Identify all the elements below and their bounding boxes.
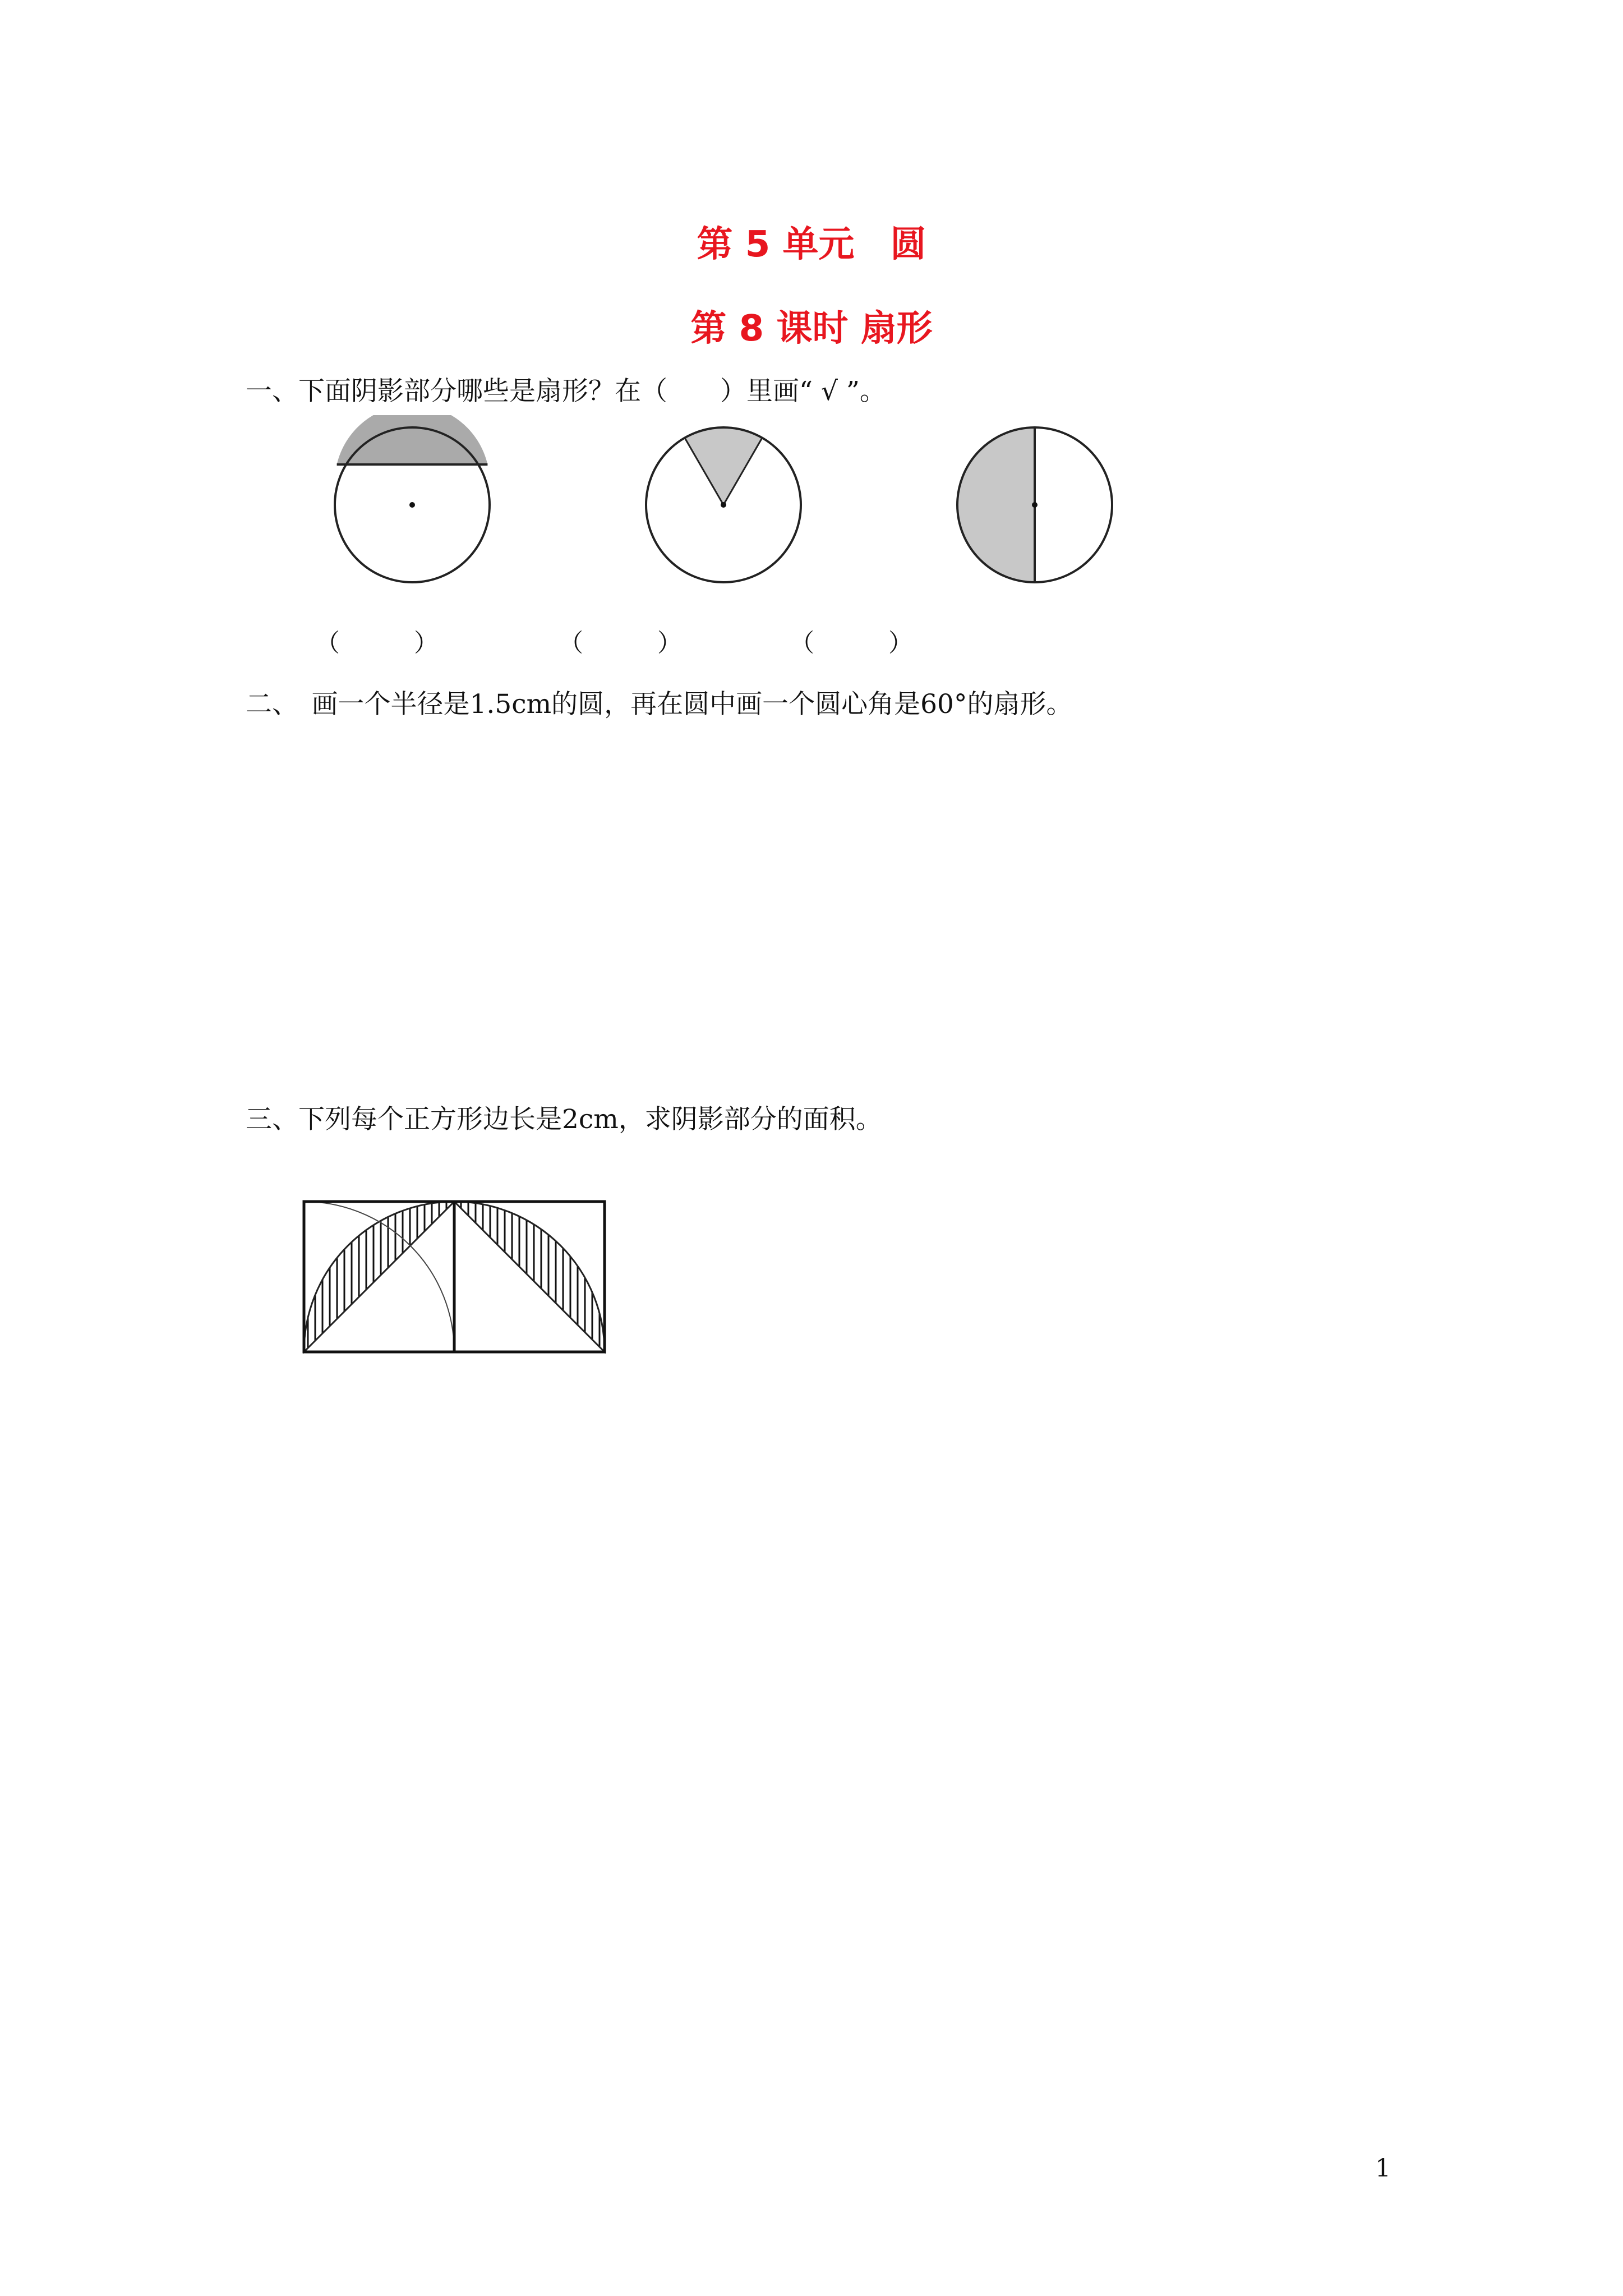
right-shaded-region	[454, 1202, 605, 1352]
page-number: 1	[1375, 2154, 1391, 2183]
question-3-text: 三、下列每个正方形边长是2cm，求阴影部分的面积。	[246, 1104, 882, 1135]
center-dot	[409, 502, 415, 508]
answer-blank-1[interactable]: （ ）	[315, 629, 439, 657]
question-1-text: 一、下面阴影部分哪些是扇形？在（ ）里画“ √ ”。	[246, 376, 886, 407]
figure-circle-segment	[335, 415, 490, 582]
answer-blank-3[interactable]: （ ）	[790, 629, 913, 657]
center-dot	[1032, 502, 1038, 508]
answer-blank-2[interactable]: （ ）	[559, 629, 682, 657]
unit-title: 第 5 单元 圆	[697, 224, 926, 265]
center-dot	[721, 502, 726, 508]
q1-figures	[0, 415, 1623, 595]
q3-figure	[292, 1189, 617, 1358]
lesson-title: 第 8 课时 扇形	[690, 308, 933, 349]
figure-circle-sector	[646, 427, 801, 582]
figure-circle-semicircle	[957, 427, 1112, 582]
left-shaded-region	[304, 1202, 454, 1352]
question-2-text: 二、 画一个半径是1.5cm的圆，再在圆中画一个圆心角是60°的扇形。	[246, 689, 1073, 720]
